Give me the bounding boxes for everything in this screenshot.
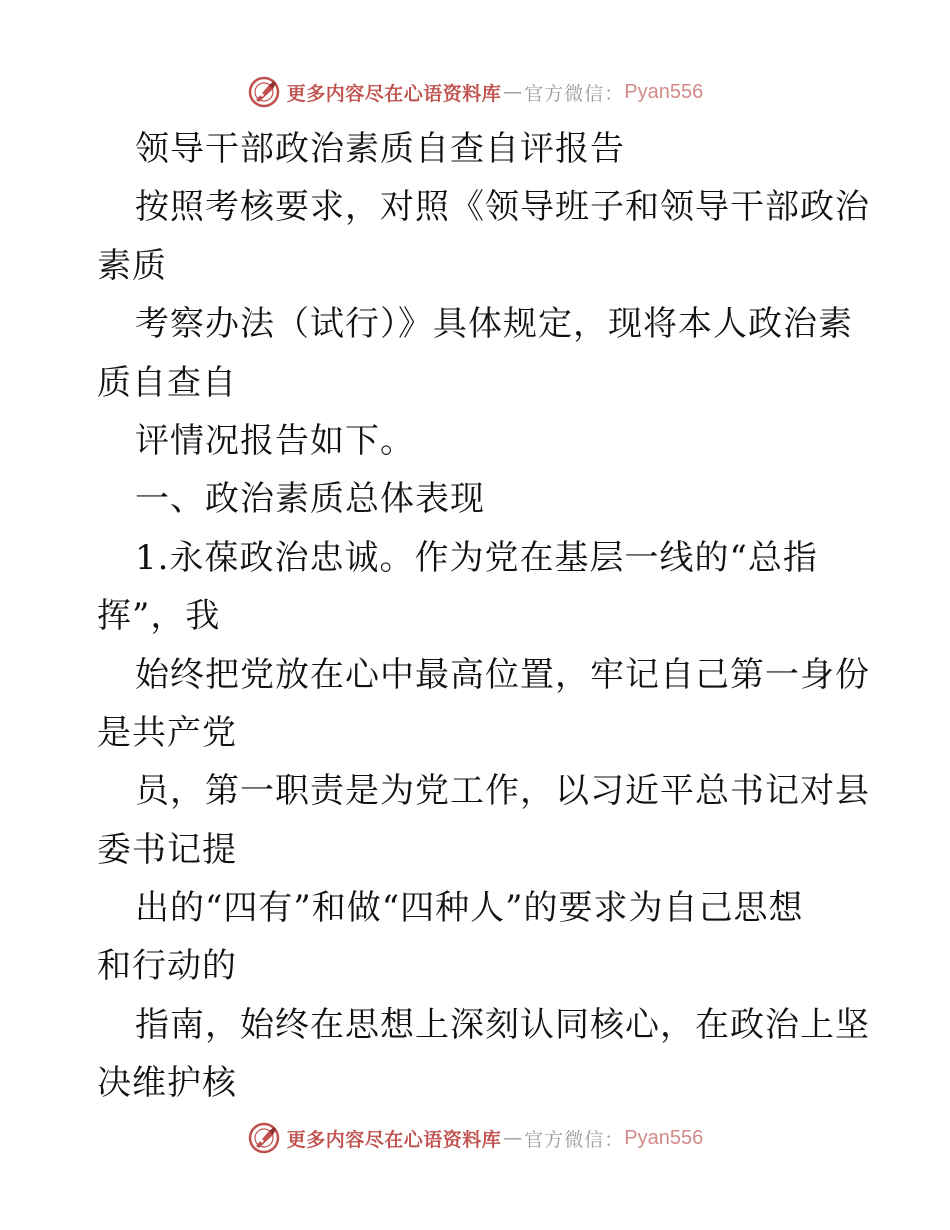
text-line: 员，第一职责是为党工作，以习近平总书记对县 bbox=[135, 771, 870, 812]
document-body bbox=[97, 120, 870, 1113]
text-line: 出的“四有”和做“四种人”的要求为自己思想 bbox=[135, 888, 804, 929]
text-line: 考察办法（试行）》具体规定，现将本人政治素 bbox=[135, 304, 853, 345]
watermark-wechat-id: Pyan556 bbox=[624, 1126, 704, 1149]
text-line: 指南，始终在思想上深刻认同核心，在政治上坚 bbox=[135, 1004, 870, 1045]
watermark-wechat-id: Pyan556 bbox=[624, 80, 704, 103]
text-line: 决维护核 bbox=[97, 1063, 237, 1104]
text-line: 素质 bbox=[97, 245, 167, 286]
text-line: 评情况报告如下。 bbox=[135, 420, 415, 461]
text-line: 1.永葆政治忠诚。作为党在基层一线的“总指 bbox=[135, 537, 818, 578]
watermark-separator: — bbox=[503, 81, 523, 103]
watermark-main-text: 更多内容尽在心语资料库 bbox=[286, 1128, 502, 1151]
footer-watermark bbox=[0, 1118, 950, 1158]
pen-nib-logo-icon bbox=[247, 1121, 281, 1155]
text-line: 委书记提 bbox=[97, 829, 237, 870]
text-line: 始终把党放在心中最高位置，牢记自己第一身份 bbox=[135, 654, 870, 695]
watermark-separator: — bbox=[503, 1127, 523, 1149]
document-title: 领导干部政治素质自查自评报告 bbox=[135, 129, 625, 169]
pen-nib-logo-icon bbox=[247, 75, 281, 109]
text-line: 按照考核要求，对照《领导班子和领导干部政治 bbox=[135, 187, 870, 228]
text-line: 质自查自 bbox=[97, 362, 237, 403]
watermark-sub-text: 官方微信： bbox=[524, 82, 625, 105]
watermark-sub-text: 官方微信： bbox=[524, 1128, 625, 1151]
header-watermark bbox=[0, 72, 950, 112]
text-line: 是共产党 bbox=[97, 712, 237, 753]
watermark-main-text: 更多内容尽在心语资料库 bbox=[286, 82, 502, 105]
text-line: 和行动的 bbox=[97, 946, 237, 987]
section-heading: 一、政治素质总体表现 bbox=[135, 479, 485, 520]
text-line: 挥”，我 bbox=[97, 596, 221, 637]
